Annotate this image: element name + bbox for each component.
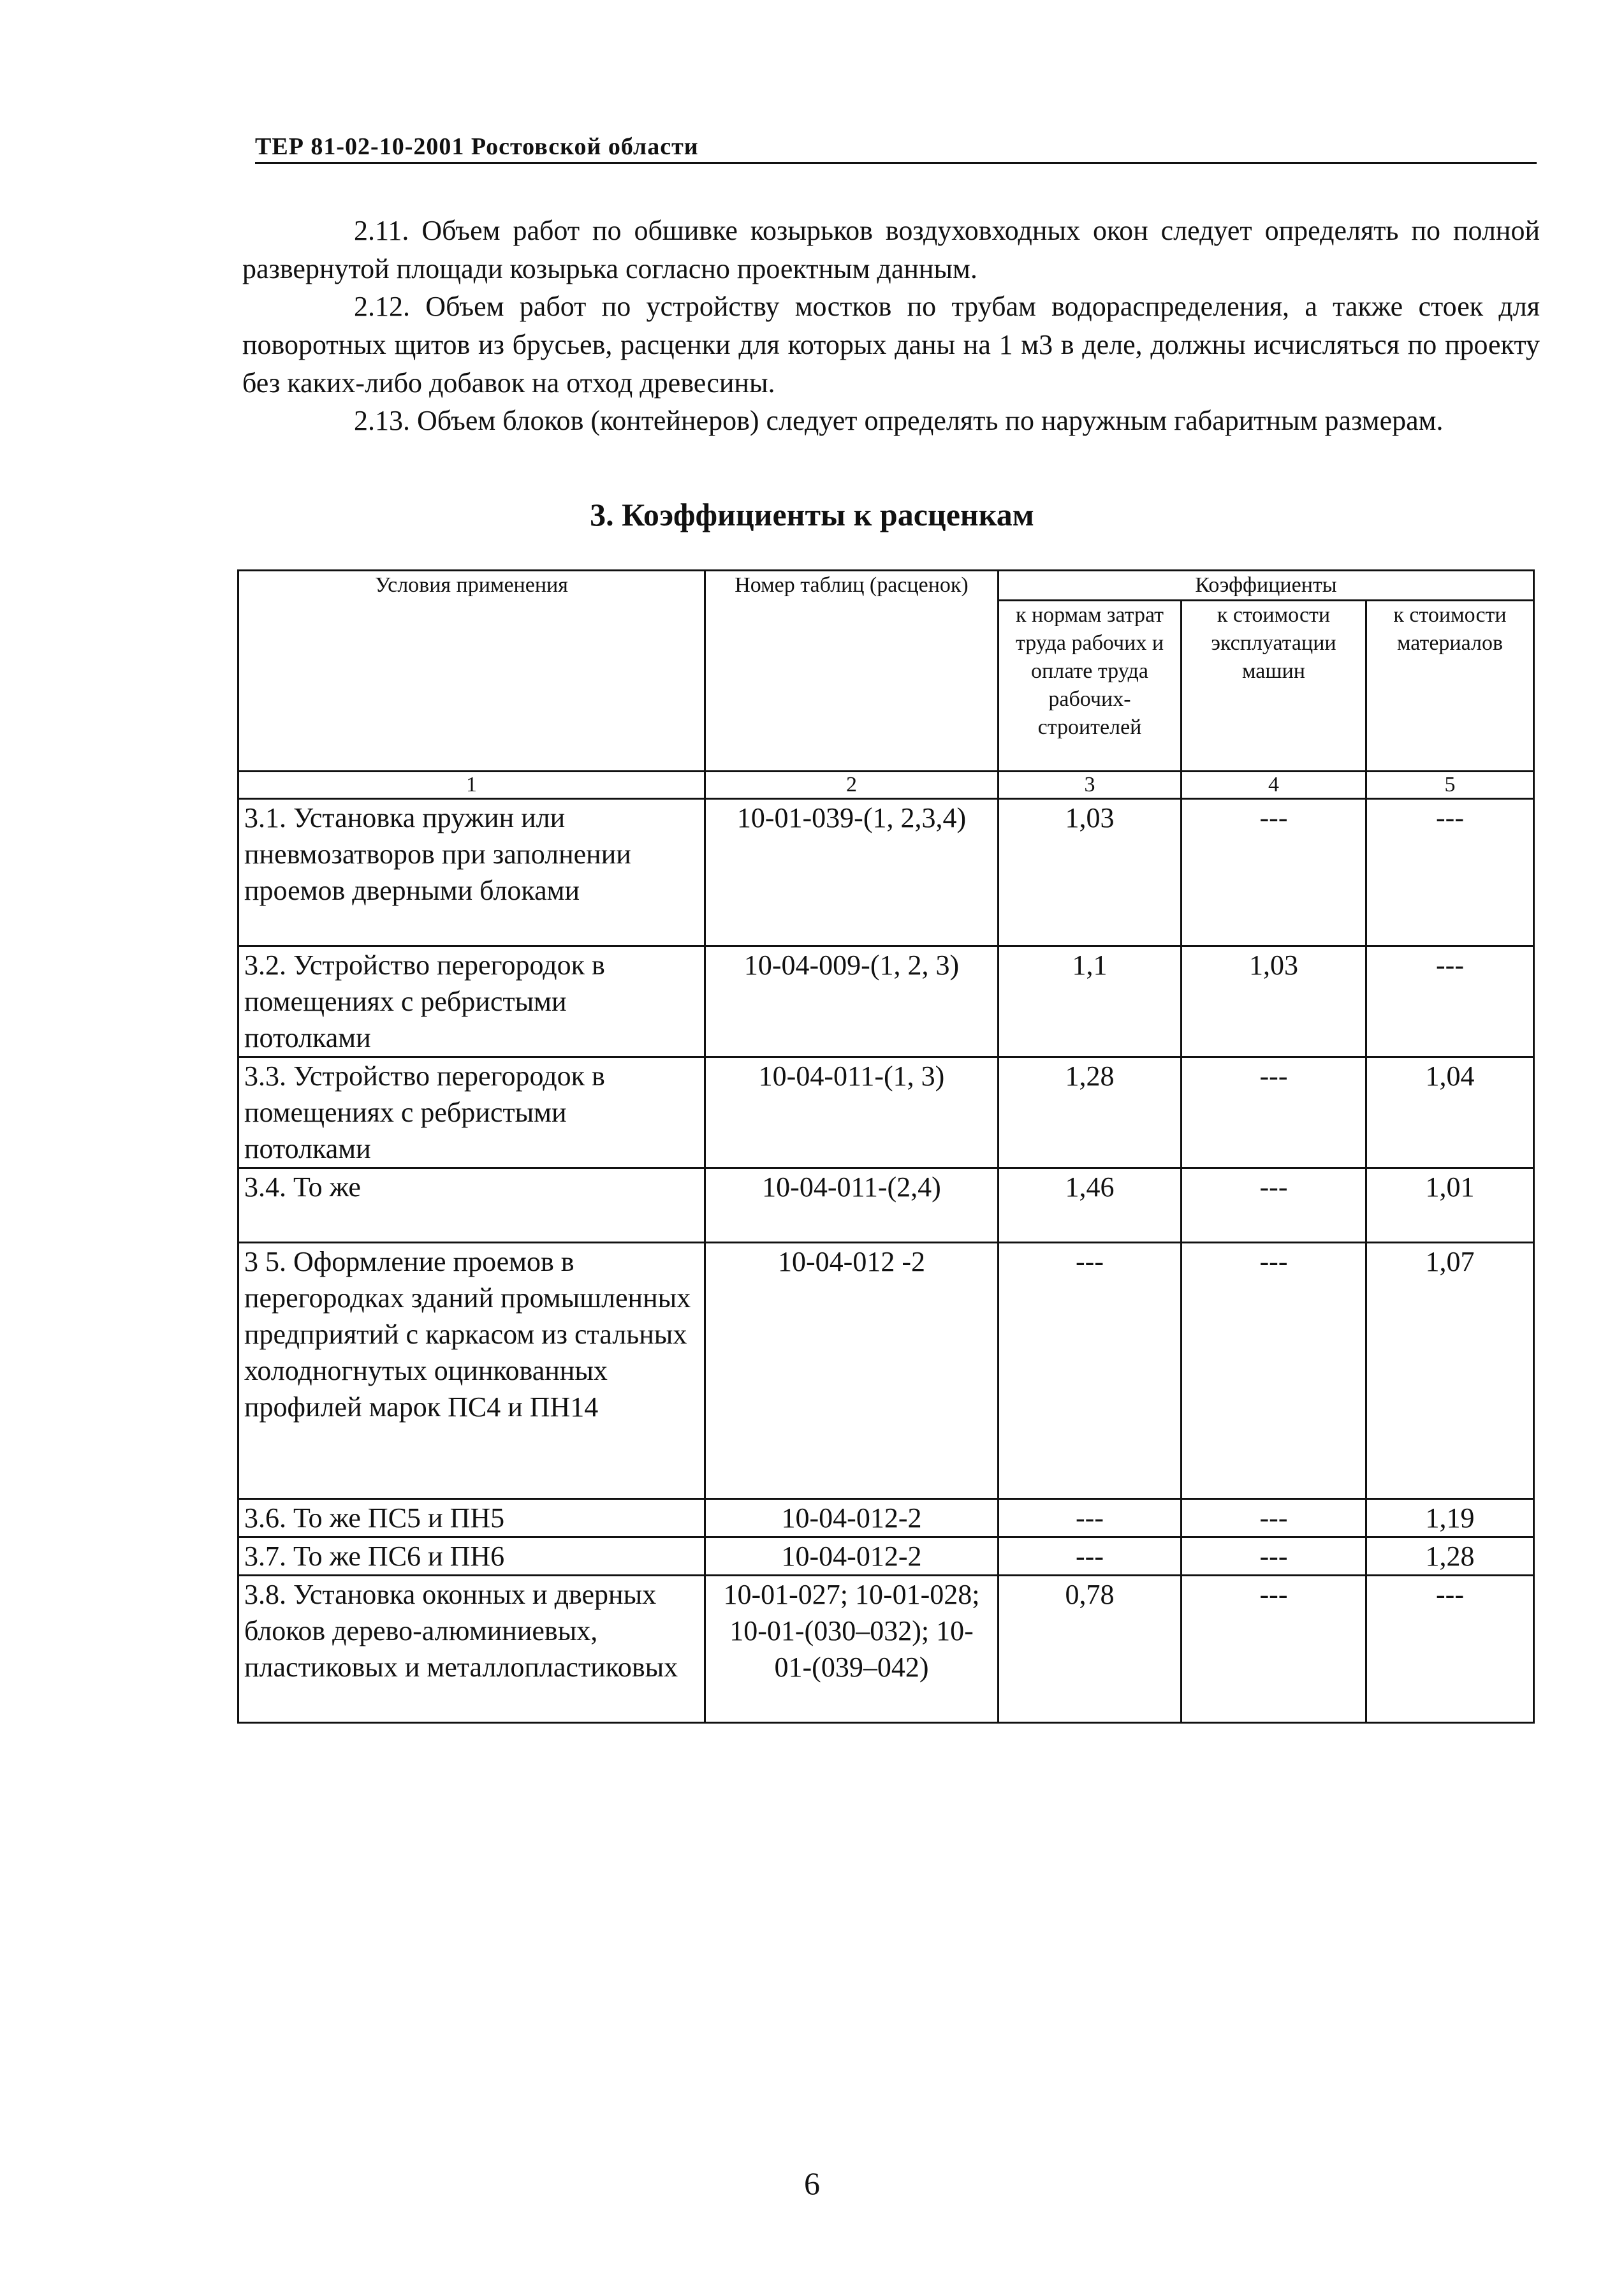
column-number: 2 [705,772,999,799]
document-code: ТЕР 81-02-10-2001 Ростовской области [255,133,699,160]
table-number-cell: 10-04-012-2 [705,1499,999,1537]
condition-cell: 3.6. То же ПС5 и ПН5 [238,1499,705,1537]
table-row [238,1499,1534,1537]
column-number: 4 [1181,772,1366,799]
table-number-cell: 10-04-009-(1, 2, 3) [705,946,999,1057]
table-row [238,1537,1534,1576]
materials-coef-cell: 1,01 [1366,1168,1534,1243]
labor-coef-cell: --- [999,1537,1181,1576]
section-title: 3. Коэффициенты к расценкам [590,497,1034,532]
materials-coef-cell: --- [1366,799,1534,946]
header-coefficients: Коэффициенты [999,571,1534,601]
page-header [255,133,1537,164]
condition-cell: 3.3. Устройство перегородок в помещениях с ребристыми потолками [238,1057,705,1168]
table-row [238,1243,1534,1499]
paragraph-2-13 [242,402,1540,440]
condition-cell: 3.2. Устройство перегородок в помещениях с ребристыми потолками [238,946,705,1057]
labor-coef-cell: 1,03 [999,799,1181,946]
table-number-cell: 10-01-039-(1, 2,3,4) [705,799,999,946]
machines-coef-cell: --- [1181,1168,1366,1243]
page-number: 6 [804,2165,820,2201]
condition-cell: 3.7. То же ПС6 и ПН6 [238,1537,705,1576]
table-number-cell: 10-04-011-(2,4) [705,1168,999,1243]
machines-coef-cell: --- [1181,1057,1366,1168]
machines-coef-cell: --- [1181,1243,1366,1499]
machines-coef-cell: --- [1181,1537,1366,1576]
column-number: 3 [999,772,1181,799]
condition-cell: 3 5. Оформление проемов в перегородках зданий промышленных предприятий с каркасом из стальных холодногнутых оцинкованных профилей марок ПС4 и ПН14 [238,1243,705,1499]
materials-coef-cell: 1,04 [1366,1057,1534,1168]
paragraph-text: 2.12. Объем работ по устройству мостков по трубам водораспределения, а также стоек для поворотных щитов из брусьев, расценки для которых даны на 1 м3 в деле, должны исчисляться по проекту без каких-либо добавок на отход древесины. [242,291,1540,399]
labor-coef-cell: 1,1 [999,946,1181,1057]
table-number-cell: 10-04-012-2 [705,1537,999,1576]
condition-cell: 3.8. Установка оконных и дверных блоков дерево-алюминиевых, пластиковых и металлопластиковых [238,1576,705,1723]
materials-coef-cell: 1,07 [1366,1243,1534,1499]
paragraph-2-11 [242,212,1540,288]
condition-cell: 3.1. Установка пружин или пневмозатворов при заполнении проемов дверными блоками [238,799,705,946]
table-row [238,1576,1534,1723]
materials-coef-cell: 1,28 [1366,1537,1534,1576]
paragraph-2-12 [242,288,1540,402]
column-number: 5 [1366,772,1534,799]
header-table-numbers: Номер таблиц (расценок) [705,571,999,772]
labor-coef-cell: 1,46 [999,1168,1181,1243]
labor-coef-cell: 1,28 [999,1057,1181,1168]
labor-coef-cell: 0,78 [999,1576,1181,1723]
materials-coef-cell: --- [1366,946,1534,1057]
labor-coef-cell: --- [999,1243,1181,1499]
materials-coef-cell: --- [1366,1576,1534,1723]
labor-coef-cell: --- [999,1499,1181,1537]
machines-coef-cell: 1,03 [1181,946,1366,1057]
header-machines: к стоимости эксплуатации машин [1181,601,1366,772]
table-number-cell: 10-04-012 -2 [705,1243,999,1499]
table-row [238,799,1534,946]
paragraph-text: 2.11. Объем работ по обшивке козырьков воздуховходных окон следует определять по полной развернутой площади козырька согласно проектным данным. [242,215,1540,284]
table-row [238,1057,1534,1168]
header-conditions: Условия применения [238,571,705,772]
paragraph-text: 2.13. Объем блоков (контейнеров) следует определять по наружным габаритным размерам. [354,405,1444,436]
column-number: 1 [238,772,705,799]
column-number-row [238,772,1534,799]
machines-coef-cell: --- [1181,1576,1366,1723]
coefficients-table [237,569,1535,1724]
table-number-cell: 10-01-027; 10-01-028; 10-01-(030–032); 10-01-(039–042) [705,1576,999,1723]
table-number-cell: 10-04-011-(1, 3) [705,1057,999,1168]
materials-coef-cell: 1,19 [1366,1499,1534,1537]
table-row [238,1168,1534,1243]
machines-coef-cell: --- [1181,799,1366,946]
header-labor: к нормам затрат труда рабочих и оплате труда рабочих-строителей [999,601,1181,772]
table-header-row [238,571,1534,601]
table-row [238,946,1534,1057]
condition-cell: 3.4. То же [238,1168,705,1243]
machines-coef-cell: --- [1181,1499,1366,1537]
header-materials: к стоимости материалов [1366,601,1534,772]
